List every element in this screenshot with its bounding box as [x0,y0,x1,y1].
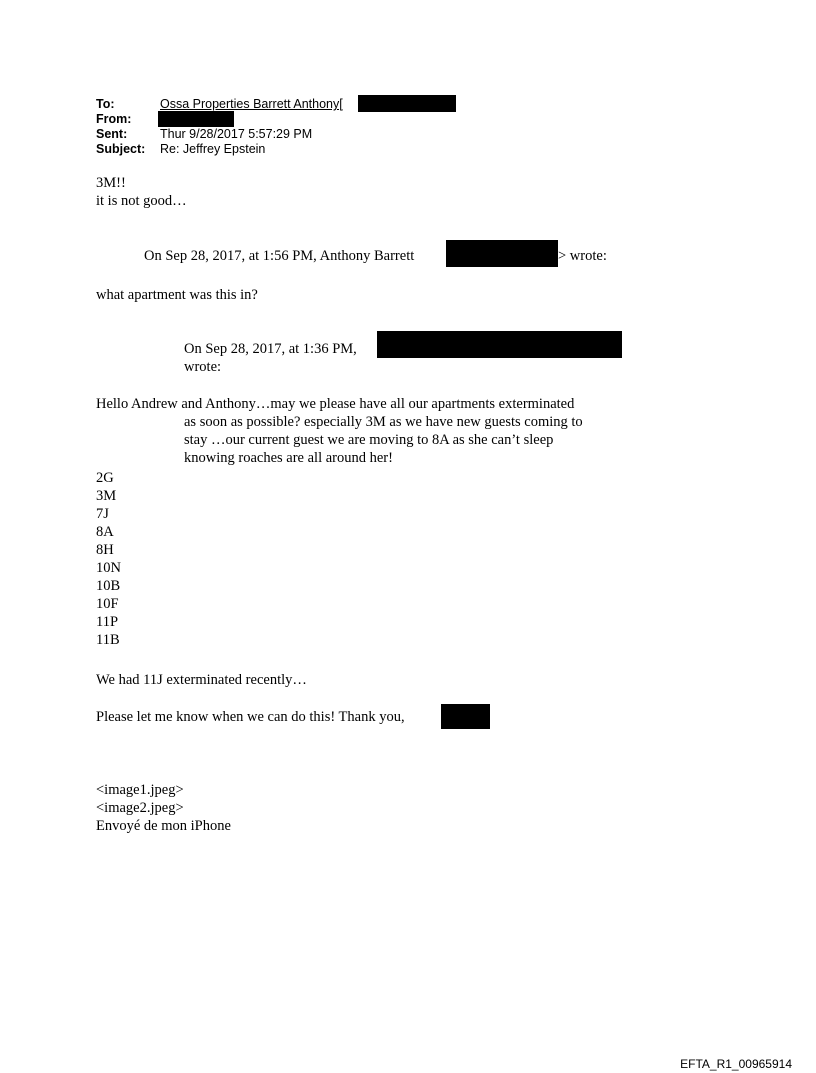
quote1-attribution: On Sep 28, 2017, at 1:56 PM, Anthony Barrett [144,248,415,264]
apartment-item: 3M [96,488,117,504]
apartment-item: 8H [96,542,114,558]
quote2-closing: Please let me know when we can do this! Thank you, [96,709,405,725]
quote2-body-line-3: stay …our current guest we are moving to 8A as she can’t sleep [184,432,554,448]
apartment-item: 10F [96,596,119,612]
email-header [96,97,496,161]
redaction-box [377,331,622,358]
apartment-item: 10N [96,560,121,576]
reply-line-2: it is not good… [96,193,187,209]
attachment-item: <image1.jpeg> [96,782,184,798]
subject-value: Re: Jeffrey Epstein [160,142,266,156]
quote2-body-line-2: as soon as possible? especially 3M as we have new guests coming to [184,414,583,430]
quote1-body: what apartment was this in? [96,287,258,303]
apartment-item: 11P [96,614,119,630]
apartment-item: 2G [96,470,114,486]
redaction-box [446,240,558,267]
apartment-item: 7J [96,506,109,522]
to-label: To: [96,97,115,111]
to-recipient: Ossa Properties Barrett Anthony[ [160,97,343,111]
to-value [160,97,343,112]
signature: Envoyé de mon iPhone [96,818,231,834]
sent-label: Sent: [96,127,128,141]
reply-line-1: 3M!! [96,175,126,191]
redaction-box [441,704,490,729]
quote2-attribution-tail: wrote: [184,359,222,375]
quote1-attribution-tail: > wrote: [558,248,607,264]
sent-value: Thur 9/28/2017 5:57:29 PM [160,127,313,141]
attachment-item: <image2.jpeg> [96,800,184,816]
quote2-body-line-1: Hello Andrew and Anthony…may we please have all our apartments exterminated [96,396,575,412]
from-label: From: [96,112,132,126]
redaction-box [158,111,234,127]
quote2-body-line-4: knowing roaches are all around her! [184,450,393,466]
apartment-item: 11B [96,632,120,648]
subject-label: Subject: [96,142,146,156]
apartment-item: 10B [96,578,121,594]
apartment-item: 8A [96,524,114,540]
quote2-attribution: On Sep 28, 2017, at 1:36 PM, [184,341,357,357]
redaction-box [358,95,456,112]
document-id: EFTA_R1_00965914 [680,1057,792,1071]
quote2-note: We had 11J exterminated recently… [96,672,307,688]
